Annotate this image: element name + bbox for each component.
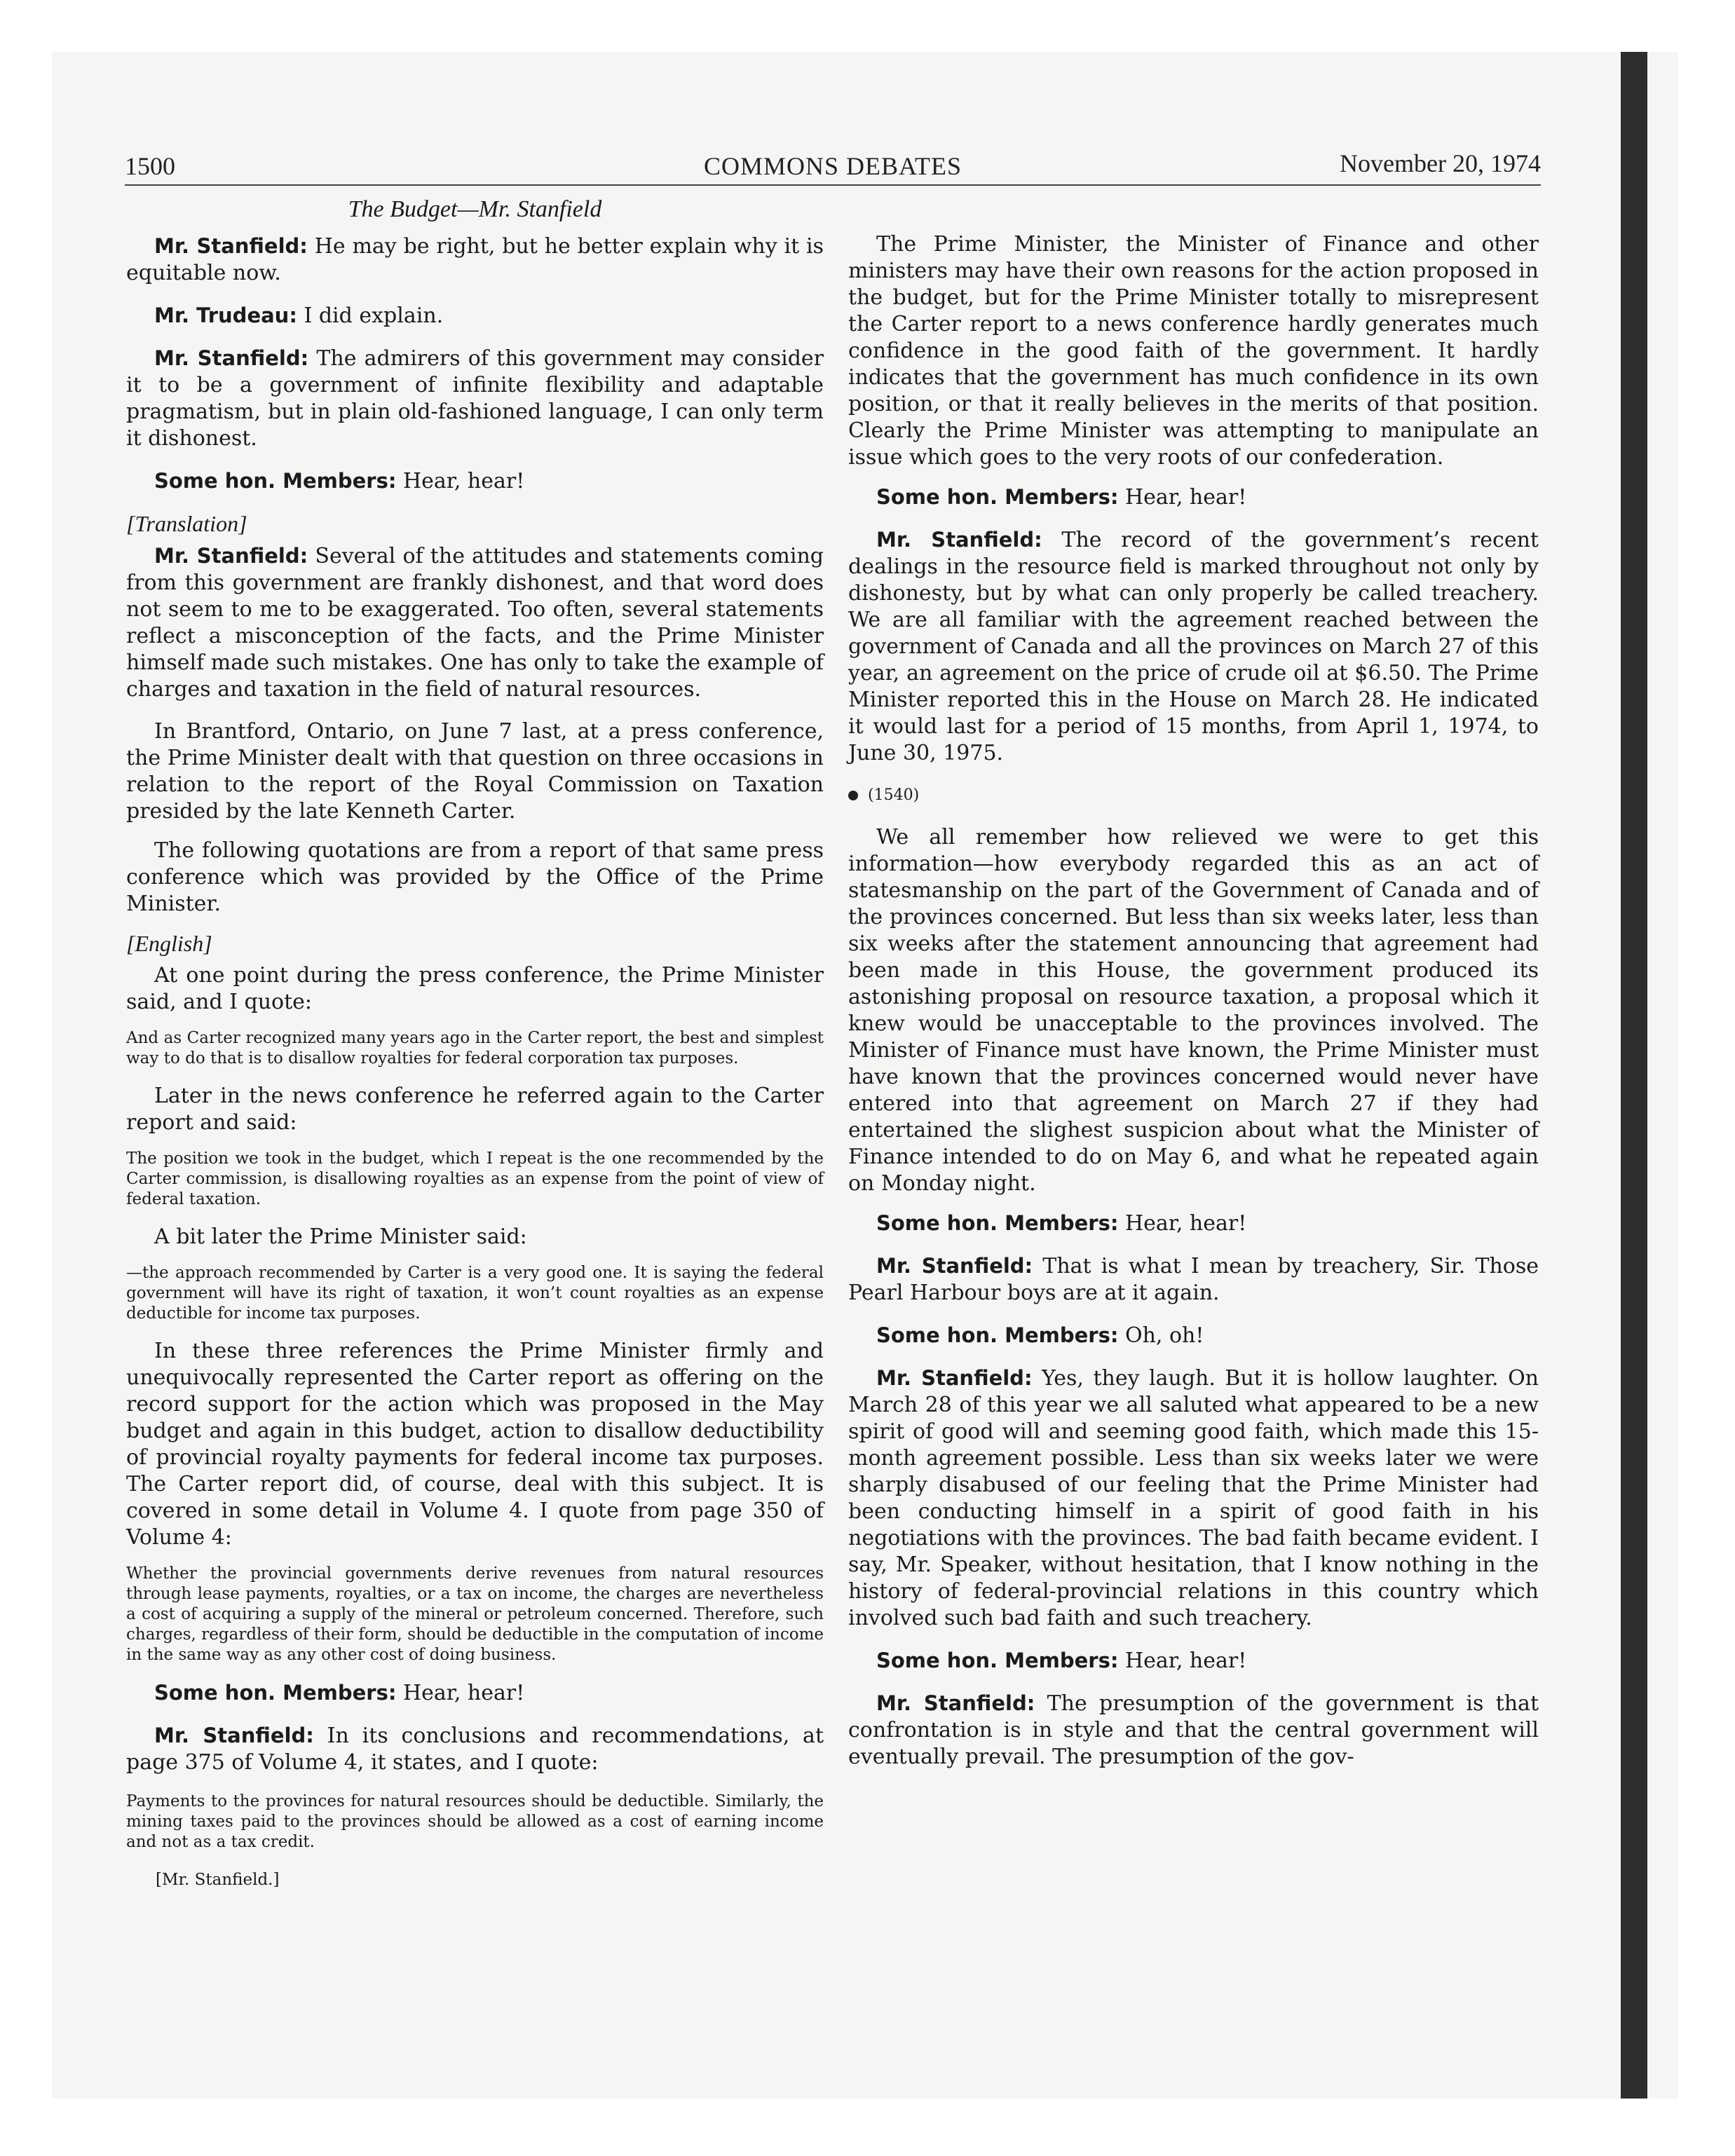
speaker-name: Mr. Stanfield:: [876, 528, 1042, 552]
speaker-name: Some hon. Members:: [154, 469, 397, 493]
speech-text: The presumption of the government is that confrontation is in style and that the central government will eventually prevail. The presumption of the gov-: [848, 1691, 1539, 1769]
speech-text: In its conclusions and recommendations, at page 375 of Volume 4, it states, and I quote:: [126, 1724, 824, 1775]
block-quote: —the approach recommended by Carter is a very good one. It is saying the federal government will have its right of taxation, it won’t count royalties as an expense deductible for income tax purposes.: [126, 1264, 824, 1323]
speech-paragraph: [848, 1690, 1539, 1770]
speech-paragraph: [848, 1365, 1539, 1632]
block-quote: Whether the provincial governments derive revenues from natural resources through lease payments, royalties, or a tax on income, the charges are nevertheless a cost of acquiring a supply of the mineral or petroleum concerned. Therefore, such charges, regardless of their form, should be deductible in the computation of income in the same way as any other cost of doing business.: [126, 1564, 824, 1664]
block-quote: Payments to the provinces for natural resources should be deductible. Similarly, the mining taxes paid to the provinces should be allowed as a cost of earning income and not as a tax credit.: [126, 1792, 824, 1851]
speech-text: Hear, hear!: [1118, 485, 1247, 510]
speech-paragraph: [126, 468, 824, 495]
block-quote: The position we took in the budget, which I repeat is the one recommended by the Carter commission, is disallowing royalties as an expense from the point of view of federal taxation.: [126, 1149, 824, 1208]
translation-tag: [Translation]: [126, 511, 247, 536]
speech-paragraph: [126, 1679, 824, 1707]
bullet-dot-icon: [848, 791, 858, 800]
speaker-name: Mr. Stanfield:: [154, 346, 309, 370]
speech-paragraph: [848, 1322, 1539, 1349]
speech-paragraph: [848, 1210, 1539, 1237]
speech-text: Oh, oh!: [1118, 1323, 1204, 1348]
body-paragraph: At one point during the press conference, the Prime Minister said, and I quote:: [126, 963, 824, 1014]
speech-text: Hear, hear!: [396, 469, 525, 493]
speaker-name: Mr. Stanfield:: [876, 1254, 1033, 1278]
body-paragraph: Later in the news conference he referred again to the Carter report and said:: [126, 1084, 824, 1135]
speech-text: Hear, hear!: [1118, 1649, 1247, 1673]
running-header: [125, 147, 1541, 186]
time-stamp-text: (1540): [868, 786, 920, 804]
sitting-date: November 20, 1974: [1340, 149, 1541, 177]
speaker-name: Mr. Stanfield:: [154, 544, 308, 568]
body-paragraph: In these three references the Prime Minister firmly and unequivocally represented the Carter report as offering on the record support for the action which was proposed in the May budget and again in this budget, action to disallow deductibility of provincial royalty payments for federal income tax purposes. The Carter report did, of course, deal with this subject. It is covered in some detail in Volume 4. I quote from page 350 of Volume 4:: [126, 1339, 824, 1550]
speaker-name: Some hon. Members:: [876, 1211, 1119, 1235]
speech-text: He may be right, but he better explain why it is equitable now.: [126, 234, 824, 285]
page-number: 1500: [125, 152, 175, 180]
speech-paragraph: [126, 302, 824, 329]
speech-paragraph: [848, 526, 1539, 767]
speaker-name: Mr. Stanfield:: [154, 1724, 314, 1747]
scan-edge-shadow: [1621, 52, 1647, 2099]
speech-paragraph: [126, 1722, 824, 1776]
left-column: [126, 196, 824, 1893]
body-paragraph: In Brantford, Ontario, on June 7 last, at a press conference, the Prime Minister dealt with that question on three occasions in relation to the report of the Royal Commission on Taxation presided by the late Kenneth Carter.: [126, 719, 824, 824]
speaker-name: Mr. Stanfield:: [876, 1691, 1035, 1715]
speech-paragraph: [848, 1253, 1539, 1306]
body-paragraph: A bit later the Prime Minister said:: [154, 1224, 527, 1249]
publication-title: COMMONS DEBATES: [703, 152, 962, 180]
speaker-name: Some hon. Members:: [876, 1649, 1119, 1672]
speaker-name: Some hon. Members:: [876, 1323, 1119, 1347]
speech-paragraph: [126, 345, 824, 452]
speech-text: Hear, hear!: [396, 1681, 525, 1705]
speech-text: That is what I mean by treachery, Sir. Those Pearl Harbour boys are at it again.: [848, 1254, 1539, 1305]
speech-paragraph: [848, 484, 1539, 511]
speaker-reference: [Mr. Stanfield.]: [156, 1871, 280, 1889]
header-rule: [125, 184, 1541, 186]
speaker-name: Mr. Stanfield:: [876, 1366, 1033, 1390]
speech-text: The record of the government’s recent dealings in the resource field is marked throughout not only by dishonesty, but by what can only properly be called treachery. We are all familiar with the agreement reached between the government of Canada and all the provinces on March 27 of this year, an agreement on the price of crude oil at $6.50. The Prime Minister reported this in the House on March 28. He indicated it would last for a period of 15 months, from April 1, 1974, to June 30, 1975.: [848, 528, 1539, 765]
speech-text: Hear, hear!: [1118, 1211, 1247, 1236]
speech-text: Several of the attitudes and statements coming from this government are frankly dishonest, and that word does not seem to me to be exaggerated. Too often, several statements reflect a misconception of the facts, and the Prime Minister himself made such mistakes. One has only to take the example of charges and taxation in the field of natural resources.: [126, 544, 824, 702]
speaker-name: Some hon. Members:: [876, 485, 1119, 509]
language-tag: [English]: [126, 931, 212, 956]
body-paragraph: We all remember how relieved we were to get this information—how everybody regarded this as an act of statesmanship on the part of the Government of Canada and of the provinces concerned. But less than six weeks later, less than six weeks after the statement announcing that agreement had been made in this House, the government produced its astonishing proposal on resource taxation, a proposal which it knew would be unacceptable to the provinces involved. The Minister of Finance must have known, the Prime Minister must have known that the provinces concerned would never have entered into that agreement on March 27 if they had entertained the slighest suspicion about what the Minister of Finance intended to do on May 6, and what he repeated again on Monday night.: [848, 825, 1539, 1196]
speaker-name: Mr. Trudeau:: [154, 303, 297, 327]
speech-paragraph: [126, 233, 824, 287]
right-column: [848, 231, 1539, 1786]
section-subhead: The Budget—Mr. Stanfield: [348, 196, 602, 222]
speech-paragraph: [126, 543, 824, 703]
speech-text: I did explain.: [297, 303, 444, 328]
speech-paragraph: [848, 1647, 1539, 1674]
speaker-name: Some hon. Members:: [154, 1681, 397, 1705]
speaker-name: Mr. Stanfield:: [154, 234, 308, 258]
body-paragraph: The Prime Minister, the Minister of Finance and other ministers may have their own reasons for the action proposed in the budget, but for the Prime Minister totally to misrepresent the Carter report to a news conference hardly generates much confidence in the good faith of the government. It hardly indicates that the government has much confidence in its own position, or that it really believes in the merits of that position. Clearly the Prime Minister was attempting to manipulate an issue which goes to the very roots of our confederation.: [848, 232, 1539, 470]
time-stamp: [848, 782, 1539, 809]
body-paragraph: The following quotations are from a report of that same press conference which was provided by the Office of the Prime Minister.: [126, 838, 824, 916]
speech-text: Yes, they laugh. But it is hollow laughter. On March 28 of this year we all saluted what appeared to be a new spirit of good will and seeming good faith, which made this 15-month agreement possible. Less than six weeks later we were sharply disabused of our feeling that the Prime Minister had been conducting himself in a spirit of good faith in his negotiations with the provinces. The bad faith became evident. I say, Mr. Speaker, without hesitation, that I know nothing in the history of federal-provincial relations in this country which involved such bad faith and such treachery.: [848, 1366, 1539, 1630]
block-quote: And as Carter recognized many years ago in the Carter report, the best and simplest way to do that is to disallow royalties for federal corporation tax purposes.: [126, 1029, 824, 1067]
speech-text: The admirers of this government may consider it to be a government of infinite flexibility and adaptable pragmatism, but in plain old-fashioned language, I can only term it dishonest.: [126, 346, 824, 451]
